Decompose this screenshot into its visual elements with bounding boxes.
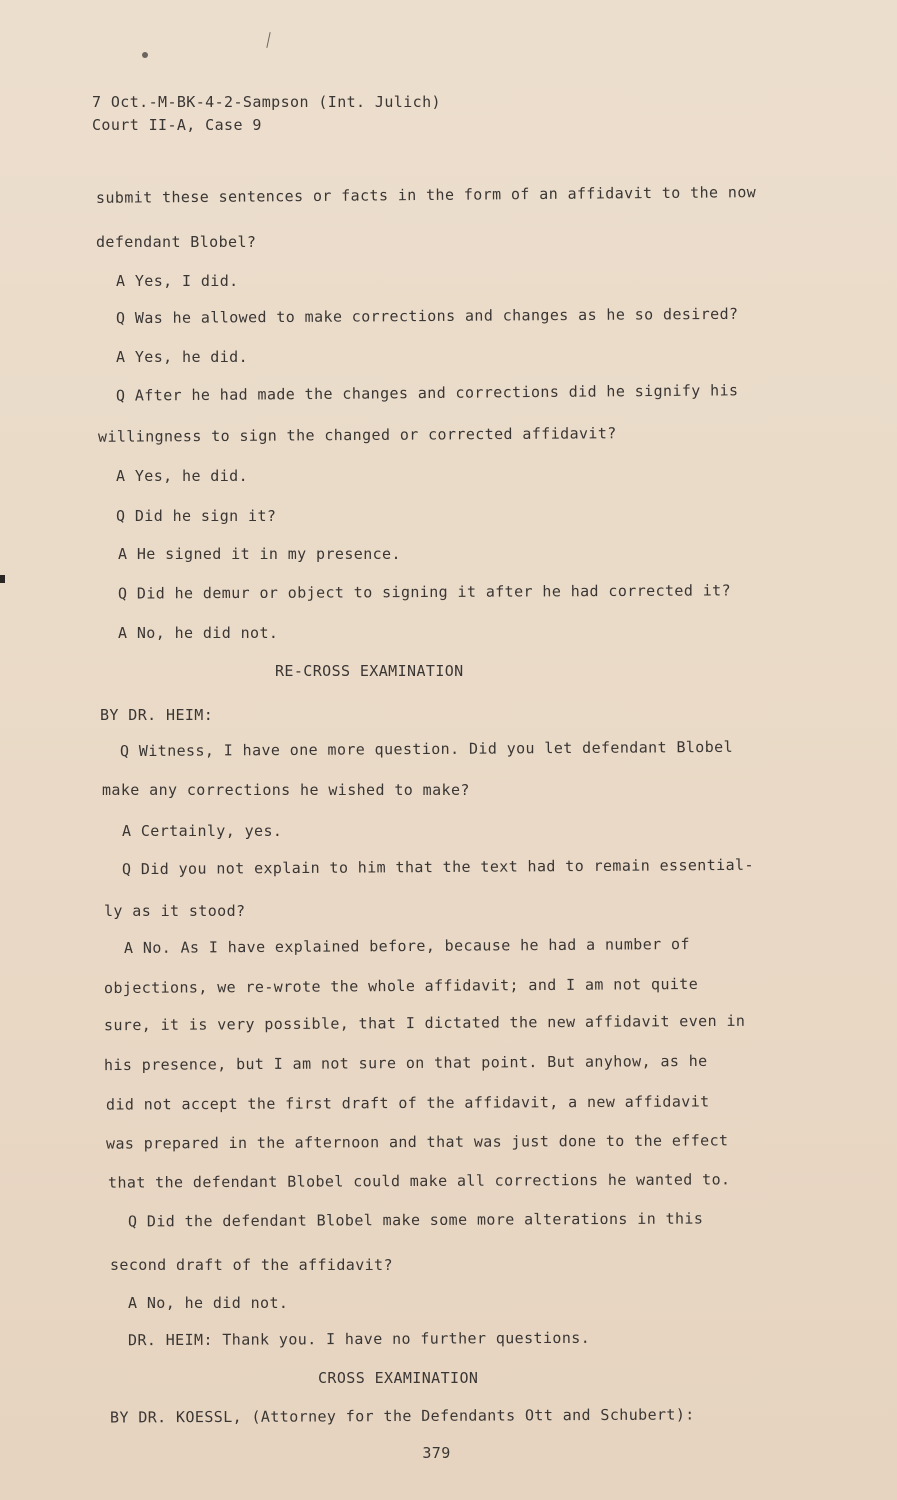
question-line: Q Witness, I have one more question. Did you let defendant Blobel bbox=[119, 737, 734, 761]
text-line: willingness to sign the changed or corrected affidavit? bbox=[97, 424, 617, 446]
text-line: was prepared in the afternoon and that was just done to the effect bbox=[105, 1131, 729, 1153]
section-heading: CROSS EXAMINATION bbox=[318, 1369, 479, 1387]
answer-line: A He signed it in my presence. bbox=[118, 545, 401, 563]
answer-line: A Yes, he did. bbox=[116, 467, 249, 485]
text-line: second draft of the affidavit? bbox=[110, 1256, 393, 1274]
header-line-2: Court II-A, Case 9 bbox=[92, 116, 262, 134]
answer-line: A No, he did not. bbox=[128, 1294, 289, 1312]
answer-line: A No. As I have explained before, because he had a number of bbox=[123, 935, 690, 957]
question-line: Q Did you not explain to him that the text had to remain essential- bbox=[121, 855, 754, 879]
text-line: submit these sentences or facts in the form of an affidavit to the now bbox=[95, 183, 757, 207]
text-line: that the defendant Blobel could make all corrections he wanted to. bbox=[107, 1170, 731, 1192]
question-line: Q Did he sign it? bbox=[116, 507, 277, 525]
text-line: objections, we re-wrote the whole affidavit; and I am not quite bbox=[103, 974, 699, 998]
answer-line: A Certainly, yes. bbox=[122, 822, 283, 840]
question-line: Q Was he allowed to make corrections and changes as he so desired? bbox=[115, 304, 739, 328]
section-heading: RE-CROSS EXAMINATION bbox=[275, 662, 464, 680]
page-number: 379 bbox=[422, 1444, 451, 1462]
examiner-line: BY DR. KOESSL, (Attorney for the Defendants Ott and Schubert): bbox=[109, 1405, 695, 1427]
question-line: Q After he had made the changes and corrections did he signify his bbox=[115, 381, 739, 405]
pen-stroke bbox=[266, 32, 270, 48]
text-line: make any corrections he wished to make? bbox=[102, 781, 470, 799]
text-line: his presence, but I am not sure on that point. But anyhow, as he bbox=[103, 1051, 708, 1075]
text-line: sure, it is very possible, that I dictated the new affidavit even in bbox=[103, 1011, 746, 1035]
header-line-1: 7 Oct.-M-BK-4-2-Sampson (Int. Julich) bbox=[92, 93, 441, 111]
examiner-line: BY DR. HEIM: bbox=[100, 706, 214, 724]
answer-line: A Yes, I did. bbox=[116, 272, 239, 290]
question-line: Q Did the defendant Blobel make some more alterations in this bbox=[127, 1209, 704, 1231]
answer-line: A No, he did not. bbox=[118, 624, 279, 642]
speaker-line: DR. HEIM: Thank you. I have no further questions. bbox=[127, 1328, 591, 1350]
binding-mark bbox=[0, 575, 5, 583]
ink-speck bbox=[142, 52, 148, 58]
text-line: did not accept the first draft of the affidavit, a new affidavit bbox=[105, 1092, 710, 1114]
text-line: defendant Blobel? bbox=[96, 233, 257, 251]
answer-line: A Yes, he did. bbox=[116, 348, 249, 366]
question-line: Q Did he demur or object to signing it after he had corrected it? bbox=[117, 581, 732, 603]
text-line: ly as it stood? bbox=[104, 902, 246, 920]
